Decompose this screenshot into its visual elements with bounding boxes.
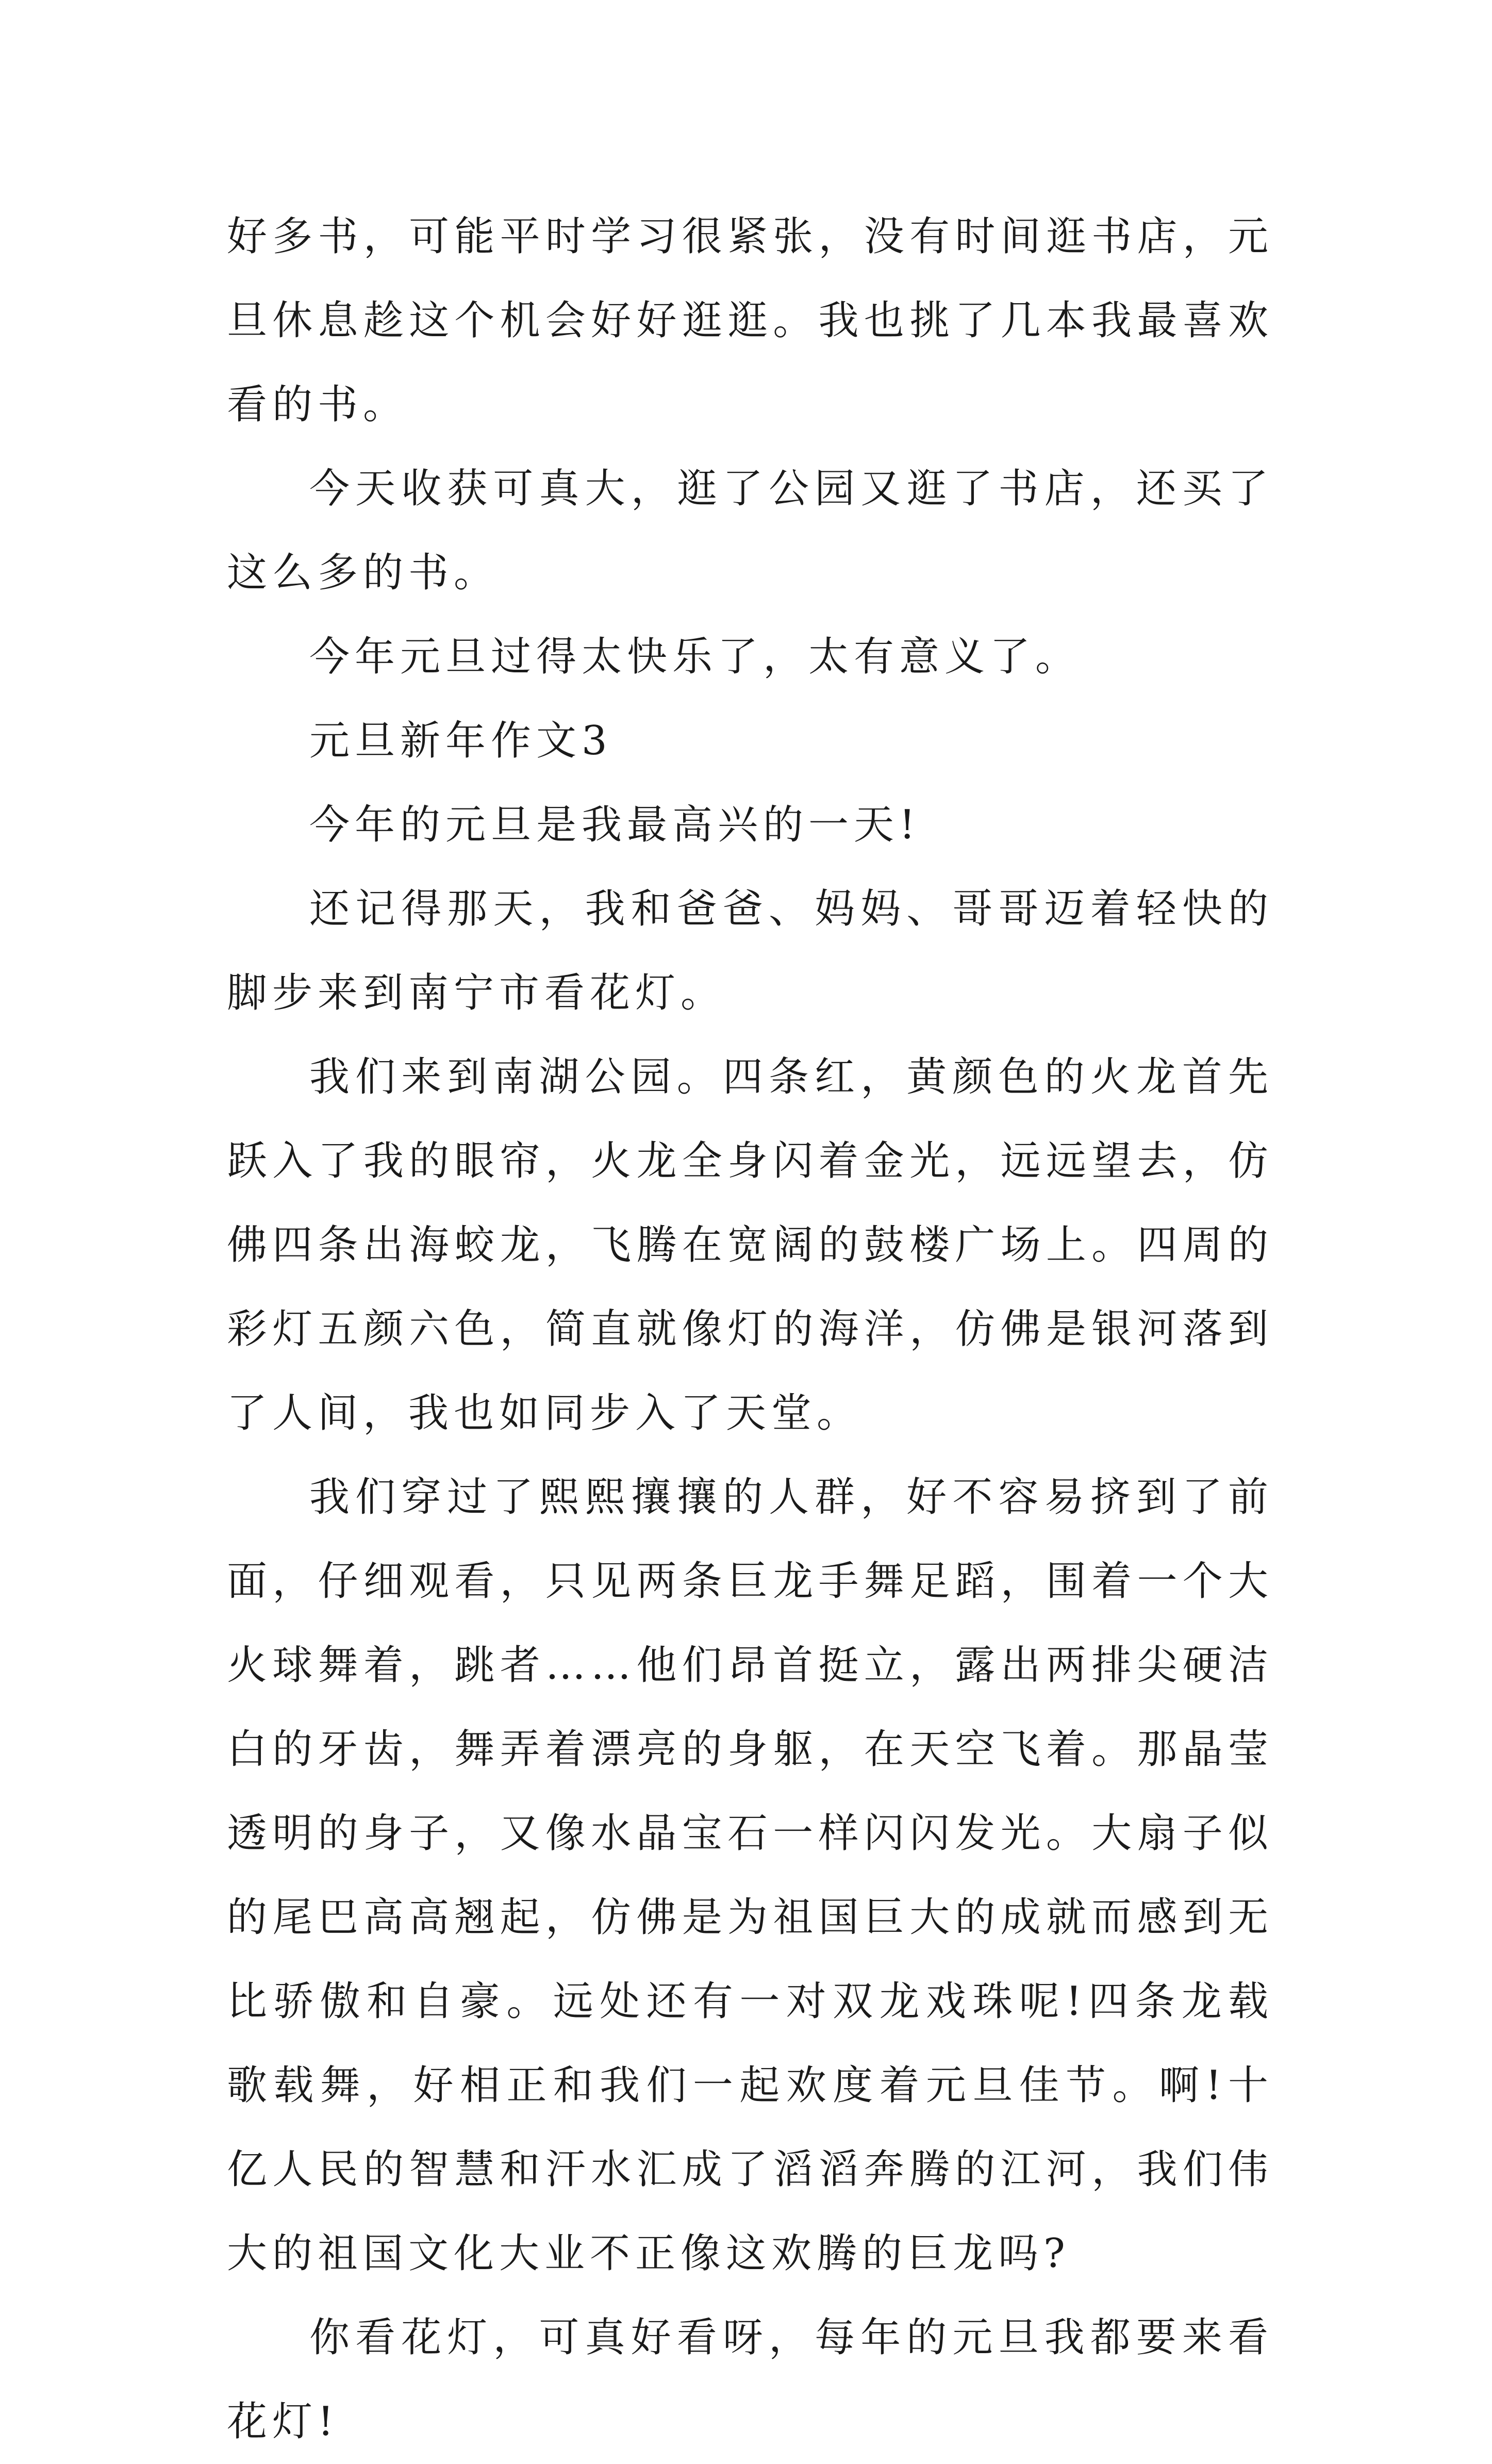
paragraph-5: 今年的元旦是我最高兴的一天!	[309, 802, 921, 848]
section-heading: 元旦新年作文3	[309, 718, 612, 764]
paragraph-8: 我们穿过了熙熙攘攘的人群，好不容易挤到了前面，仔细观看，只见两条巨龙手舞足蹈，围着一个大火球舞着，跳者……他们昂首挺立，露出两排尖硬洁白的牙齿，舞弄着漂亮的身躯，在天空飞着。那晶莹透明的身子，又像水晶宝石一样闪闪发光。大扇子似的尾巴高高翘起，仿佛是为祖国巨大的成就而感到无比骄傲和自豪。远处还有一对双龙戏珠呢!四条龙载歌载舞，好相正和我们一起欢度着元旦佳节。啊!十亿人民的智慧和汗水汇成了滔滔奔腾的江河，我们伟大的祖国文化大业不正像这欢腾的巨龙吗?	[227, 1474, 1273, 2277]
document-body	[227, 195, 1273, 2464]
paragraph-9: 你看花灯，可真好看呀，每年的元旦我都要来看花灯!	[227, 2314, 1273, 2445]
paragraph-2: 今天收获可真大，逛了公园又逛了书店，还买了这么多的书。	[227, 466, 1273, 596]
paragraph-3: 今年元旦过得太快乐了，太有意义了。	[309, 634, 1081, 680]
paragraph-7: 我们来到南湖公园。四条红，黄颜色的火龙首先跃入了我的眼帘，火龙全身闪着金光，远远望去，仿佛四条出海蛟龙，飞腾在宽阔的鼓楼广场上。四周的彩灯五颜六色，简直就像灯的海洋，仿佛是银河落到了人间，我也如同步入了天堂。	[227, 1054, 1273, 1436]
paragraph-1: 好多书，可能平时学习很紧张，没有时间逛书店，元旦休息趁这个机会好好逛逛。我也挑了几本我最喜欢看的书。	[227, 213, 1273, 428]
paragraph-6: 还记得那天，我和爸爸、妈妈、哥哥迈着轻快的脚步来到南宁市看花灯。	[227, 886, 1273, 1016]
